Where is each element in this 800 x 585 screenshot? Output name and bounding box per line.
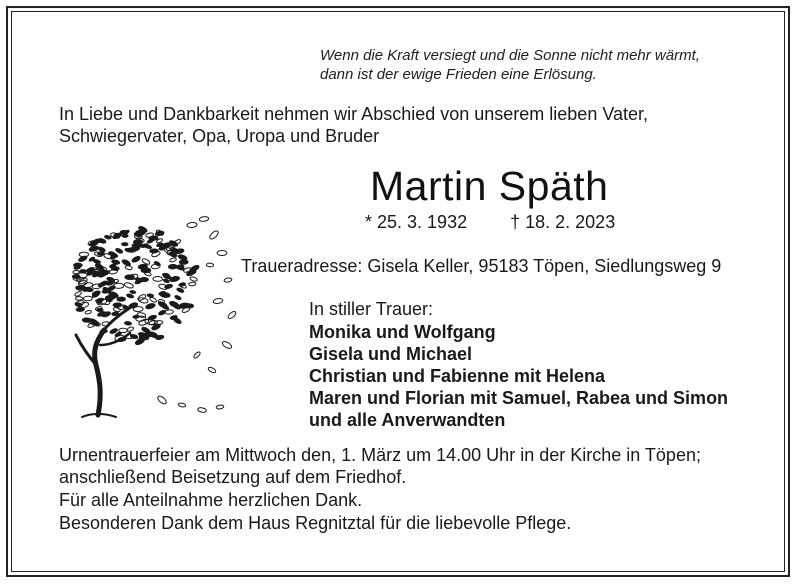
motto-quote (320, 46, 700, 84)
life-dates (365, 212, 615, 233)
mourner-entry: Monika und Wolfgang (309, 322, 496, 342)
mourner-entry: Maren und Florian mit Samuel, Rabea und Simon (309, 388, 729, 408)
mourners-section (309, 298, 728, 431)
footer-text (59, 444, 701, 534)
mourners-list (309, 321, 728, 431)
ceremony-line-1: Urnentrauerfeier am Mittwoch den, 1. März um 14.00 Uhr in der Kirche in Töpen; (59, 445, 701, 465)
mourner-entry: und alle Anverwandten (309, 410, 506, 430)
intro-text (59, 103, 648, 147)
special-thanks-line: Besonderen Dank dem Haus Regnitztal für die liebevolle Pflege. (59, 513, 572, 533)
windblown-tree-icon (42, 205, 242, 425)
mourning-address: Traueradresse: Gisela Keller, 95183 Töpen, Siedlungsweg 9 (241, 256, 722, 276)
death-date: † 18. 2. 2023 (510, 212, 616, 232)
ceremony-line-2: anschließend Beisetzung auf dem Friedhof. (59, 467, 407, 487)
motto-line-2: dann ist der ewige Frieden eine Erlösung. (320, 66, 597, 83)
intro-line-1: In Liebe und Dankbarkeit nehmen wir Abschied von unserem lieben Vater, (59, 104, 649, 124)
motto-line-1: Wenn die Kraft versiegt und die Sonne nicht mehr wärmt, (320, 47, 700, 64)
deceased-name: Martin Späth (370, 163, 609, 209)
mourner-entry: Gisela und Michael (309, 344, 473, 364)
thanks-line: Für alle Anteilnahme herzlichen Dank. (59, 490, 363, 510)
mourners-label: In stiller Trauer: (309, 299, 434, 319)
intro-line-2: Schwiegervater, Opa, Uropa und Bruder (59, 126, 380, 146)
mourner-entry: Christian und Fabienne mit Helena (309, 366, 606, 386)
birth-date: * 25. 3. 1932 (365, 212, 468, 232)
